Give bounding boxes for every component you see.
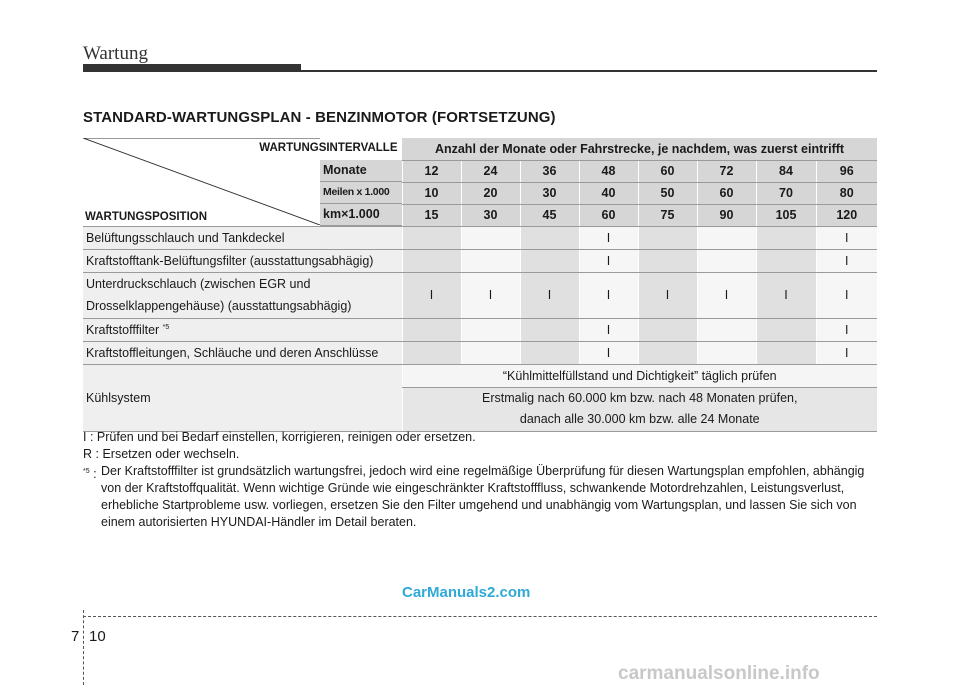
interval-mark: I — [579, 249, 638, 272]
interval-mark — [697, 226, 756, 249]
header-bar — [83, 64, 301, 72]
corner-bottom-label: WARTUNGSPOSITION — [85, 210, 208, 223]
interval-value: 96 — [816, 160, 877, 182]
interval-row-label: Monate — [320, 160, 402, 182]
interval-value: 24 — [461, 160, 520, 182]
page-chapter: 7 — [71, 628, 80, 645]
interval-mark — [520, 318, 579, 341]
footer-rule — [83, 616, 877, 617]
section-title: STANDARD-WARTUNGSPLAN - BENZINMOTOR (FORTSETZUNG) — [83, 109, 556, 126]
interval-value: 75 — [638, 204, 697, 226]
table-row-kuehlsystem — [83, 364, 877, 387]
interval-value: 48 — [579, 160, 638, 182]
item-label: Kühlsystem — [83, 364, 402, 431]
interval-value: 30 — [461, 204, 520, 226]
footnote-text: Der Kraftstofffilter ist grundsätzlich wartungsfrei, jedoch wird eine regelmäßige Überprüfung für diesen Wartungsplan empfohlen, abhängig von der Kraftstoffqualität. Wenn wichtige Gründe wie eingeschränkter Kraftstofffluss, schwankende Motordrehzahlen, Leistungsverlust, erhebliche Startprobleme usw. vorliegen, ersetzen Sie den Filter umgehend und unabhängig vom Wartungsplan, und lassen Sie sich von einem autorisierten HYUNDAI-Händler im Detail beraten. — [101, 464, 865, 529]
item-label — [83, 272, 402, 318]
interval-value: 12 — [402, 160, 461, 182]
interval-mark — [461, 249, 520, 272]
interval-value: 30 — [520, 182, 579, 204]
header-rule — [301, 70, 877, 72]
interval-mark — [638, 341, 697, 364]
interval-mark — [402, 249, 461, 272]
interval-mark: I — [756, 272, 816, 318]
page-number: 10 — [89, 628, 106, 645]
footer-divider — [83, 610, 84, 685]
interval-value: 45 — [520, 204, 579, 226]
legend — [83, 429, 877, 531]
item-label-line1: Unterdruckschlauch (zwischen EGR und — [86, 277, 311, 291]
interval-mark: I — [520, 272, 579, 318]
interval-mark — [756, 249, 816, 272]
interval-value: 72 — [697, 160, 756, 182]
interval-value: 10 — [402, 182, 461, 204]
item-label: Kraftstoffleitungen, Schläuche und deren Anschlüsse — [83, 341, 402, 364]
interval-mark — [402, 341, 461, 364]
footnote-ref: *5 — [162, 323, 170, 331]
interval-mark — [520, 226, 579, 249]
interval-mark — [638, 226, 697, 249]
footnote-mark — [83, 463, 101, 531]
corner-top-label: WARTUNGSINTERVALLE — [259, 142, 398, 154]
table-row — [83, 318, 877, 341]
kuehlsystem-interval-line2: danach alle 30.000 km bzw. alle 24 Monate — [519, 412, 760, 426]
interval-mark — [756, 318, 816, 341]
interval-mark: I — [579, 341, 638, 364]
span-header: Anzahl der Monate oder Fahrstrecke, je nachdem, was zuerst eintrifft — [402, 138, 877, 160]
kuehlsystem-daily-check: “Kühlmittelfüllstand und Dichtigkeit” täglich prüfen — [402, 364, 877, 387]
interval-mark — [461, 341, 520, 364]
interval-mark — [520, 249, 579, 272]
interval-mark: I — [402, 272, 461, 318]
kuehlsystem-interval-line1: Erstmalig nach 60.000 km bzw. nach 48 Monaten prüfen, — [482, 391, 798, 405]
interval-mark: I — [638, 272, 697, 318]
interval-mark — [697, 318, 756, 341]
legend-footnote — [83, 463, 877, 531]
table-corner-cell — [83, 138, 402, 226]
interval-mark — [638, 249, 697, 272]
table-row — [83, 341, 877, 364]
footnote-sep: : — [93, 467, 97, 482]
table-row — [83, 249, 877, 272]
footer-site-watermark: carmanualsonline.info — [618, 663, 820, 684]
interval-value: 60 — [638, 160, 697, 182]
interval-mark: I — [579, 226, 638, 249]
interval-value: 84 — [756, 160, 816, 182]
table-row — [83, 226, 877, 249]
interval-value: 36 — [520, 160, 579, 182]
table-row — [83, 272, 877, 318]
interval-value: 70 — [756, 182, 816, 204]
footnote-mark-sup: *5 — [83, 468, 90, 475]
interval-mark: I — [697, 272, 756, 318]
interval-mark: I — [579, 272, 638, 318]
interval-value: 15 — [402, 204, 461, 226]
item-label-text: Kraftstofffilter — [86, 322, 160, 337]
interval-value: 105 — [756, 204, 816, 226]
item-label: Kraftstofftank-Belüftungsfilter (ausstattungsabhägig) — [83, 249, 402, 272]
watermark-link[interactable]: CarManuals2.com — [402, 584, 531, 601]
item-label: Belüftungsschlauch und Tankdeckel — [83, 226, 402, 249]
interval-value: 60 — [579, 204, 638, 226]
interval-mark — [697, 341, 756, 364]
legend-r: R : Ersetzen oder wechseln. — [83, 447, 240, 461]
interval-value: 20 — [461, 182, 520, 204]
interval-mark — [402, 226, 461, 249]
page-header-title: Wartung — [83, 43, 148, 64]
interval-mark — [461, 318, 520, 341]
interval-mark: I — [816, 341, 877, 364]
interval-mark: I — [816, 249, 877, 272]
interval-row-label: km×1.000 — [320, 204, 402, 226]
interval-value: 80 — [816, 182, 877, 204]
interval-value: 120 — [816, 204, 877, 226]
interval-mark — [756, 341, 816, 364]
interval-mark — [756, 226, 816, 249]
interval-mark — [402, 318, 461, 341]
interval-row-label: Meilen x 1.000 — [320, 182, 402, 204]
interval-value: 60 — [697, 182, 756, 204]
interval-mark: I — [579, 318, 638, 341]
interval-mark — [520, 341, 579, 364]
interval-mark: I — [816, 226, 877, 249]
interval-mark — [697, 249, 756, 272]
interval-value: 90 — [697, 204, 756, 226]
interval-mark: I — [816, 318, 877, 341]
interval-mark — [638, 318, 697, 341]
item-label — [83, 318, 402, 341]
interval-value: 50 — [638, 182, 697, 204]
interval-mark: I — [816, 272, 877, 318]
interval-value: 40 — [579, 182, 638, 204]
legend-i: I : Prüfen und bei Bedarf einstellen, korrigieren, reinigen oder ersetzen. — [83, 430, 476, 444]
interval-mark — [461, 226, 520, 249]
item-label-line2: Drosselklappengehäuse) (ausstattungsabhägig) — [86, 299, 352, 313]
maintenance-table — [83, 138, 877, 432]
interval-mark: I — [461, 272, 520, 318]
kuehlsystem-interval — [402, 387, 877, 431]
